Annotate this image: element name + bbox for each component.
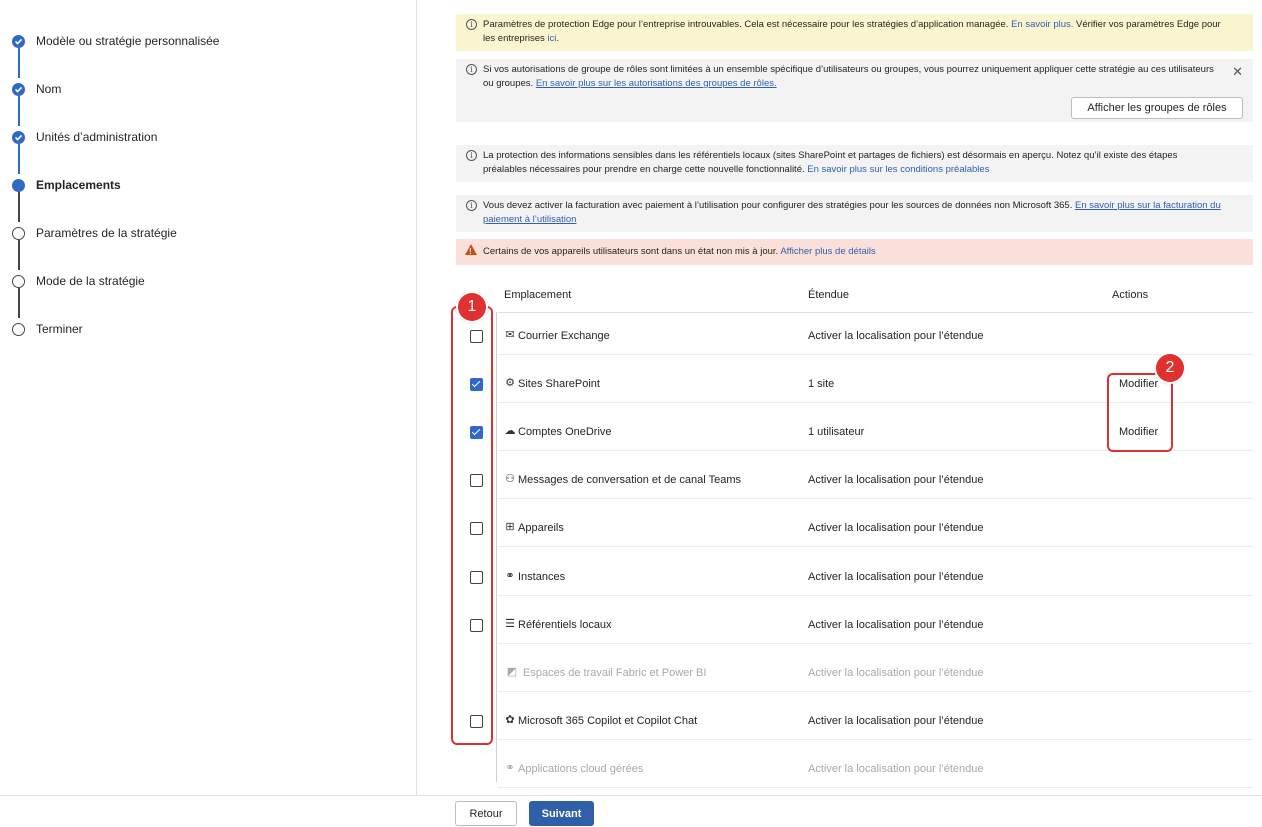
scope-value: Activer la localisation pour l’étendue (808, 667, 984, 679)
table-row (456, 313, 1253, 361)
row-divider (498, 643, 1253, 644)
location-name: Sites SharePoint (518, 378, 600, 390)
row-divider (498, 691, 1253, 692)
next-button[interactable]: Suivant (529, 801, 594, 826)
devices-warning-banner (456, 239, 1253, 265)
wizard-stepper (0, 0, 417, 795)
step-connector (18, 288, 20, 318)
show-details-link[interactable]: Afficher plus de détails (780, 246, 876, 257)
onedrive-icon: ☁ (504, 425, 516, 437)
location-name: Courrier Exchange (518, 330, 610, 342)
pending-step-icon (12, 323, 25, 336)
edit-link[interactable]: Modifier (1119, 378, 1159, 390)
sharepoint-icon: ⚙ (505, 377, 515, 389)
row-divider (498, 546, 1253, 547)
current-step-icon (12, 179, 25, 192)
scope-value: Activer la localisation pour l’étendue (808, 522, 984, 534)
role-groups-banner (456, 59, 1253, 122)
banner-text: . (556, 33, 560, 44)
table-row (456, 698, 1253, 746)
column-header-actions: Actions (1112, 289, 1149, 301)
banner-text: Paramètres de protection Edge pour l’entreprise introuvables. Cela est nécessaire pour les stratégies d’application managée. (483, 19, 1012, 30)
billing-banner (456, 195, 1253, 232)
pending-step-icon (12, 275, 25, 288)
location-name: Comptes OneDrive (518, 426, 612, 438)
table-row (456, 602, 1253, 650)
pending-step-icon (12, 227, 25, 240)
step-connector (18, 144, 20, 174)
copilot-icon: ✿ (505, 714, 515, 726)
info-icon: i (466, 200, 477, 211)
step-connector (18, 96, 20, 126)
location-name: Appareils (518, 522, 564, 534)
scope-value: Activer la localisation pour l’étendue (808, 571, 984, 583)
scope-value: Activer la localisation pour l’étendue (808, 330, 984, 342)
sensitive-info-banner (456, 145, 1253, 182)
step-label: Unités d’administration (36, 130, 158, 144)
step-admin-units[interactable] (12, 127, 157, 147)
location-name: Applications cloud gérées (518, 763, 644, 775)
banner-text: Vous devez activer la facturation avec paiement à l’utilisation pour configurer des stratégies pour les sources de données non Microsoft 365. (483, 200, 1075, 211)
row-divider (498, 739, 1253, 740)
step-label: Terminer (36, 322, 83, 336)
scope-value: Activer la localisation pour l’étendue (808, 715, 984, 727)
column-header-location[interactable]: Emplacement (504, 289, 572, 301)
step-connector (18, 240, 20, 270)
info-icon: i (466, 150, 477, 161)
check-icon (12, 35, 25, 48)
banner-text: La protection des informations sensibles dans les référentiels locaux (sites SharePoint et partages de fichiers) est désormais en aperçu. Notez qu’il existe des étapes préalables nécessaires pour prendre en charge cette nouvelle fonctionnalité. (483, 150, 1178, 175)
callout-box-checkboxes (451, 306, 493, 745)
row-divider (498, 595, 1253, 596)
scope-value: 1 site (808, 378, 835, 390)
teams-icon: ⚇ (505, 473, 515, 485)
banner-text: Vérifier vos paramètres Edge pour les entreprises (483, 19, 1221, 44)
location-name: Référentiels locaux (518, 619, 612, 631)
banner-text: Certains de vos appareils utilisateurs sont dans un état non mis à jour. (483, 246, 781, 257)
cloud-apps-icon: ⚭ (505, 762, 515, 774)
step-locations[interactable] (12, 175, 121, 195)
callout-box-edit (1107, 373, 1173, 452)
step-label: Nom (36, 82, 62, 96)
main-content (418, 0, 1262, 795)
edit-link[interactable]: Modifier (1119, 426, 1159, 438)
table-row (456, 554, 1253, 602)
scope-value: Activer la localisation pour l’étendue (808, 763, 984, 775)
footer-bar (0, 795, 1262, 827)
instances-icon: ⚭ (505, 570, 515, 582)
step-template[interactable] (12, 31, 219, 51)
step-connector (18, 192, 20, 222)
step-connector (18, 48, 20, 78)
exchange-icon: ✉ (505, 329, 515, 341)
row-divider (498, 498, 1253, 499)
info-icon: i (466, 64, 477, 75)
role-groups-link[interactable]: En savoir plus sur les autorisations des groupes de rôles. (535, 78, 777, 89)
show-role-groups-button[interactable]: Afficher les groupes de rôles (1071, 97, 1243, 119)
scope-value: 1 utilisateur (808, 426, 865, 438)
info-icon: i (466, 19, 477, 30)
close-icon[interactable]: ✕ (1232, 64, 1243, 79)
step-label: Modèle ou stratégie personnalisée (36, 34, 220, 48)
warning-icon (465, 244, 477, 255)
learn-more-link[interactable]: En savoir plus. (1011, 19, 1074, 30)
location-name: Messages de conversation et de canal Teams (518, 474, 741, 486)
table-row (456, 457, 1253, 505)
row-divider (498, 354, 1253, 355)
table-row (456, 746, 1253, 794)
fabric-icon: ◩ (506, 666, 518, 678)
scope-value: Activer la localisation pour l’étendue (808, 619, 984, 631)
billing-link[interactable]: En savoir plus sur la facturation du paiement à l’utilisation (483, 200, 1221, 225)
table-row (456, 650, 1253, 698)
location-name: Espaces de travail Fabric et Power BI (523, 667, 707, 679)
step-name[interactable] (12, 79, 61, 99)
step-label: Paramètres de la stratégie (36, 226, 177, 240)
table-row (456, 505, 1253, 553)
check-icon (12, 83, 25, 96)
back-button[interactable]: Retour (455, 801, 517, 826)
prerequisites-link[interactable]: En savoir plus sur les conditions préalables (807, 164, 990, 175)
callout-badge-2: 2 (1156, 354, 1184, 382)
step-finish[interactable] (12, 319, 83, 339)
step-policy-mode[interactable] (12, 271, 145, 291)
column-header-scope[interactable]: Étendue (808, 289, 849, 301)
row-divider (498, 787, 1253, 788)
check-icon (12, 131, 25, 144)
banner-text: Si vos autorisations de groupe de rôles sont limitées à un ensemble spécifique d’utilisateurs ou groupes, vous pourrez uniquement appliquer cette stratégie au ces utilisateurs ou groupes. (483, 64, 1214, 89)
scope-value: Activer la localisation pour l’étendue (808, 474, 984, 486)
step-label: Emplacements (36, 178, 121, 192)
step-policy-settings[interactable] (12, 223, 177, 243)
callout-badge-1: 1 (458, 293, 486, 321)
location-name: Microsoft 365 Copilot et Copilot Chat (518, 715, 698, 727)
step-label: Mode de la stratégie (36, 274, 145, 288)
location-name: Instances (518, 571, 566, 583)
repository-icon: ☰ (505, 618, 515, 630)
edge-warning-banner (456, 14, 1253, 51)
edge-settings-link[interactable]: ici (547, 33, 557, 44)
windows-icon: ⊞ (505, 521, 515, 533)
